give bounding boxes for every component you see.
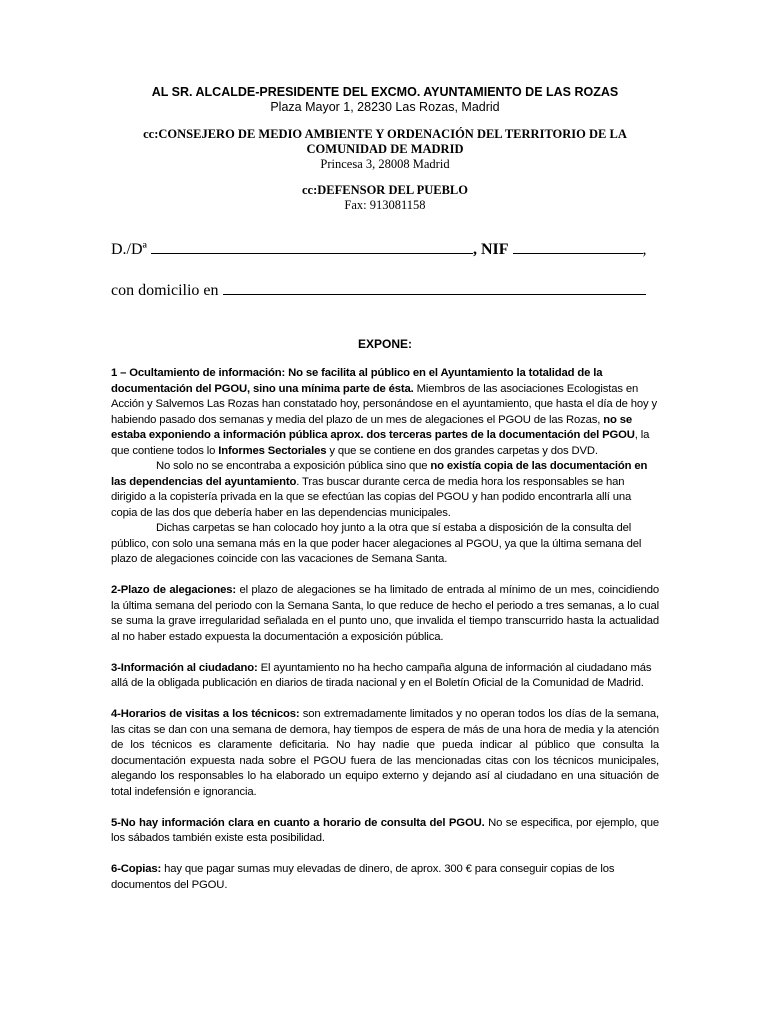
domicile-label: con domicilio en	[111, 282, 219, 299]
cc-consejero-line1: cc:CONSEJERO DE MEDIO AMBIENTE Y ORDENACIÓN DEL TERRITORIO DE LA	[143, 127, 627, 141]
section-2	[111, 583, 659, 645]
name-label: D./Dª	[111, 241, 147, 258]
section-1-text-c: y que se contiene en dos grandes carpetas y dos DVD.	[326, 444, 598, 457]
domicile-blank-field[interactable]	[223, 281, 646, 295]
cc-defensor-block	[0, 183, 770, 213]
section-6	[111, 862, 659, 893]
section-4-title: 4-Horarios de visitas a los técnicos:	[111, 708, 300, 720]
nif-blank-field[interactable]	[513, 240, 643, 254]
section-4-text: son extremadamente limitados y no operan todos los días de la semana, las citas se dan con una semana de demora, hay tiempos de espera de más de una hora de media y la atención de los técnicos es claramente deficitaria. No hay nadie que pueda indicar al público que consulta la documentación expuesta nada sobre el PGOU fuera de las mencionadas citas con los técnicos municipales, alegando los responsables lo ha elaborado un equipo externo y dejando así al ciudadano en una situación de total indefensión e ignorancia.	[111, 708, 659, 798]
addressee-address: Plaza Mayor 1, 28230 Las Rozas, Madrid	[270, 100, 500, 114]
cc-defensor-fax: Fax: 913081158	[344, 198, 426, 212]
section-1-p2-text-b: . Tras buscar durante cerca de media hora los responsables se han dirigido a la copistería privada en la que se efectúan las copias del PGOU y han podido encontrarla allí una copia de las dos que debería haber en las dependencias municipales.	[111, 475, 632, 519]
section-1-highlight-b: Informes Sectoriales	[218, 444, 327, 457]
section-6-title: 6-Copias:	[111, 863, 162, 875]
name-nif-line	[111, 240, 671, 260]
section-5-text: No se especifica, por ejemplo, que los sábados también existe esta posibilidad.	[111, 816, 659, 844]
section-1-text-a: Miembros de las asociaciones Ecologistas en Acción y Salvemos Las Rozas han constatado hoy, personándose en el ayuntamiento, que hasta el día de hoy y habiendo pasado dos semanas y media del plazo de un mes de alegaciones el PGOU de las Rozas,	[111, 382, 657, 426]
expone-heading: EXPONE:	[357, 337, 412, 351]
section-2-text: el plazo de alegaciones se ha limitado de entrada al mínimo de un mes, coincidiendo la última semana del periodo con la Semana Santa, lo que reduce de hecho el periodo a tres semanas, a lo cual se suma la grave irregularidad señalada en el punto uno, que invalida el tiempo transcurrido hasta la actualidad al no haber estado expuesta la documentación a exposición pública.	[111, 584, 659, 643]
section-1-title: 1 – Ocultamiento de información: No se facilita al público en el Ayuntamiento la totalidad de la documentación del PGOU, sino una mínima parte de ésta.	[111, 367, 603, 395]
domicile-line	[111, 281, 671, 301]
section-3-title: 3-Información al ciudadano:	[111, 661, 258, 674]
section-5-title: 5-No hay información clara en cuanto a horario de consulta del PGOU.	[111, 816, 485, 829]
cc-consejero-block	[0, 127, 770, 172]
section-4	[111, 707, 659, 800]
section-3-text: El ayuntamiento no ha hecho campaña alguna de información al ciudadano más allá de la obligada publicación en diarios de tirada nacional y en el Boletín Oficial de la Comunidad de Madrid.	[111, 661, 652, 689]
section-1-p2-highlight: no existía copia de las documentación en las dependencias del ayuntamiento	[111, 460, 648, 488]
section-1-highlight-a: no se estaba exponiendo a información pública aprox. dos terceras partes de la documentación del PGOU	[111, 413, 635, 441]
trailing-comma: ,	[642, 241, 647, 258]
cc-defensor-name: cc:DEFENSOR DEL PUEBLO	[302, 183, 468, 197]
cc-consejero-line2: COMUNIDAD DE MADRID	[306, 142, 464, 156]
section-1-para-3: Dichas carpetas se han colocado hoy junto a la otra que sí estaba a disposición de la consulta del público, con solo una semana más en la que poder hacer alegaciones al PGOU, ya que la última semana del plazo de alegaciones coincide con las vacaciones de Semana Santa.	[111, 522, 642, 565]
section-6-text: hay que pagar sumas muy elevadas de dinero, de aprox. 300 € para conseguir copias de los documentos del PGOU.	[111, 863, 615, 891]
addressee-heading: AL SR. ALCALDE-PRESIDENTE DEL EXCMO. AYUNTAMIENTO DE LAS ROZAS	[151, 85, 619, 99]
document-body	[111, 366, 659, 893]
name-blank-field[interactable]	[151, 240, 473, 254]
section-1-text-b: , la que contiene todos lo	[111, 429, 650, 457]
section-5	[111, 816, 659, 847]
cc-consejero-address: Princesa 3, 28008 Madrid	[320, 157, 450, 171]
section-1-para-2	[111, 459, 659, 521]
section-1-para-1	[111, 366, 659, 459]
section-2-title: 2-Plazo de alegaciones:	[111, 584, 236, 596]
section-1-p2-text-a: No solo no se encontraba a exposición pública sino que	[156, 460, 431, 472]
nif-label: , NIF	[472, 241, 509, 258]
section-3	[111, 661, 659, 692]
